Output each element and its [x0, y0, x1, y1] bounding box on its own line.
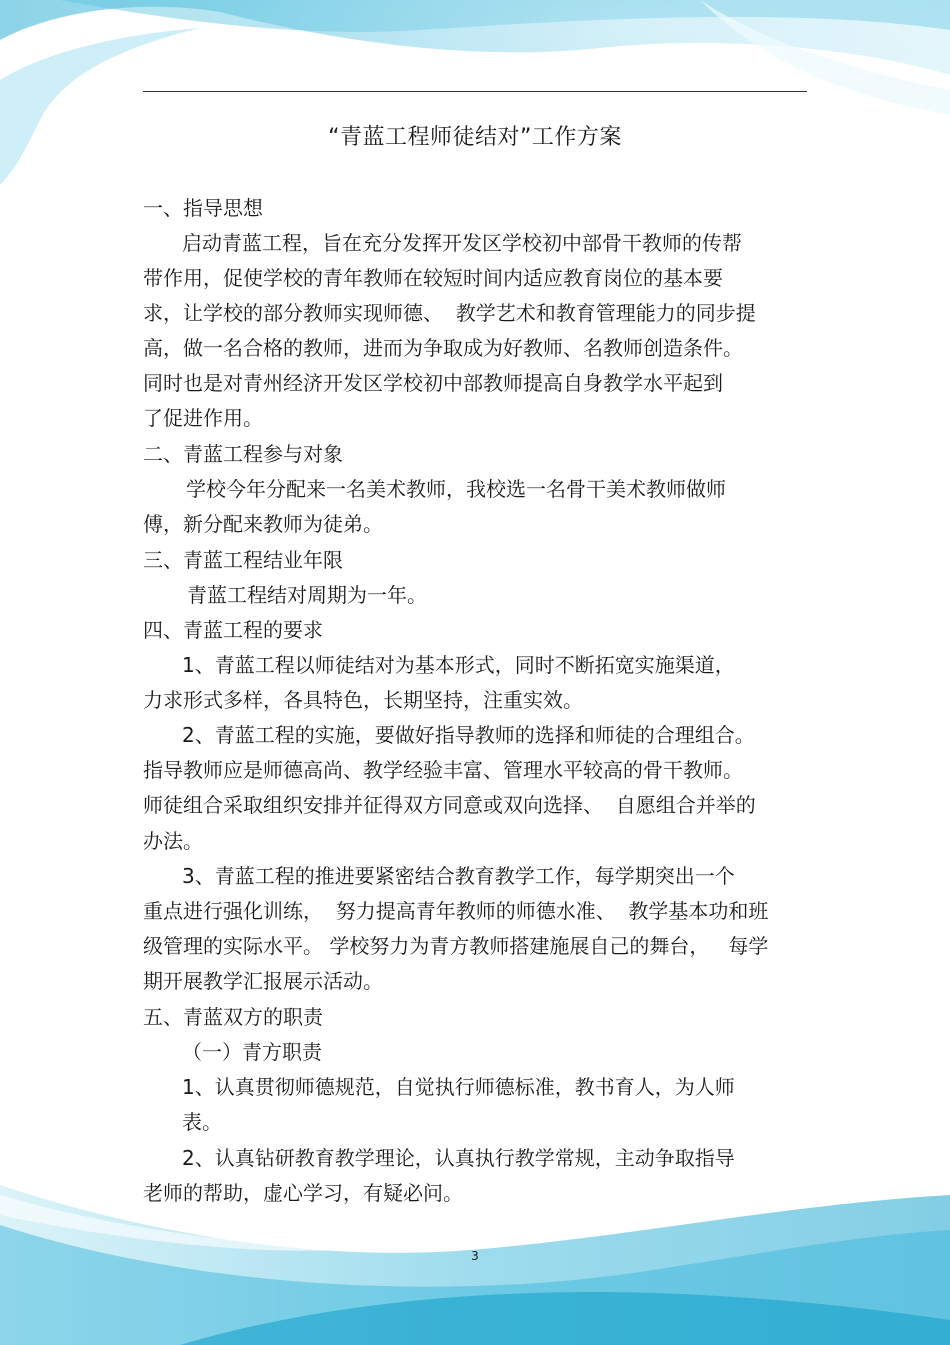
header-rule	[143, 91, 807, 92]
paragraph-line: 办法。	[143, 829, 203, 853]
paragraph-line: 了促进作用。	[143, 406, 263, 430]
paragraph-line: 2、认真钻研教育教学理论，认真执行教学常规，主动争取指导	[182, 1146, 735, 1170]
paragraph-line: 高，做一名合格的教师，进而为争取成为好教师、名教师创造条件。	[143, 336, 743, 360]
paragraph-line: 启动青蓝工程，旨在充分发挥开发区学校初中部骨干教师的传帮	[182, 231, 742, 255]
paragraph-line: 表。	[182, 1110, 222, 1134]
paragraph-line: 带作用，促使学校的青年教师在较短时间内适应教育岗位的基本要	[143, 266, 723, 290]
section-heading: 三、青蓝工程结业年限	[143, 548, 343, 572]
paragraph-line: 学校今年分配来一名美术教师，我校选一名骨干美术教师做师	[186, 477, 726, 501]
paragraph-line: 期开展教学汇报展示活动。	[143, 969, 383, 993]
paragraph-line: 傅，新分配来教师为徒弟。	[143, 512, 383, 536]
section-heading: 一、指导思想	[143, 196, 263, 220]
paragraph-line: 1、认真贯彻师德规范，自觉执行师德标准，教书育人，为人师	[182, 1075, 735, 1099]
paragraph-line: 老师的帮助，虚心学习，有疑必问。	[143, 1181, 463, 1205]
paragraph-line: 力求形式多样，各具特色，长期坚持，注重实效。	[143, 688, 583, 712]
paragraph-line: 求，让学校的部分教师实现师德、 教学艺术和教育管理能力的同步提	[143, 301, 756, 325]
section-heading: 二、青蓝工程参与对象	[143, 442, 343, 466]
document-title: “青蓝工程师徒结对”工作方案	[328, 125, 622, 150]
paragraph-line: 2、青蓝工程的实施，要做好指导教师的选择和师徒的合理组合。	[182, 723, 755, 747]
subsection-heading: （一）青方职责	[182, 1040, 322, 1064]
section-heading: 四、青蓝工程的要求	[143, 618, 323, 642]
section-heading: 五、青蓝双方的职责	[143, 1005, 323, 1029]
paragraph-line: 级管理的实际水平。 学校努力为青方教师搭建施展自己的舞台， 每学	[143, 934, 769, 958]
paragraph-line: 1、青蓝工程以师徒结对为基本形式，同时不断拓宽实施渠道，	[182, 653, 735, 677]
paragraph-line: 青蓝工程结对周期为一年。	[187, 583, 427, 607]
paragraph-line: 指导教师应是师德高尚、教学经验丰富、管理水平较高的骨干教师。	[143, 758, 743, 782]
paragraph-line: 3、青蓝工程的推进要紧密结合教育教学工作，每学期突出一个	[182, 864, 735, 888]
paragraph-line: 重点进行强化训练， 努力提高青年教师的师德水准、 教学基本功和班	[143, 899, 769, 923]
paragraph-line: 师徒组合采取组织安排并征得双方同意或双向选择、 自愿组合并举的	[143, 793, 756, 817]
page-number: 3	[471, 1249, 479, 1263]
paragraph-line: 同时也是对青州经济开发区学校初中部教师提高自身教学水平起到	[143, 371, 723, 395]
